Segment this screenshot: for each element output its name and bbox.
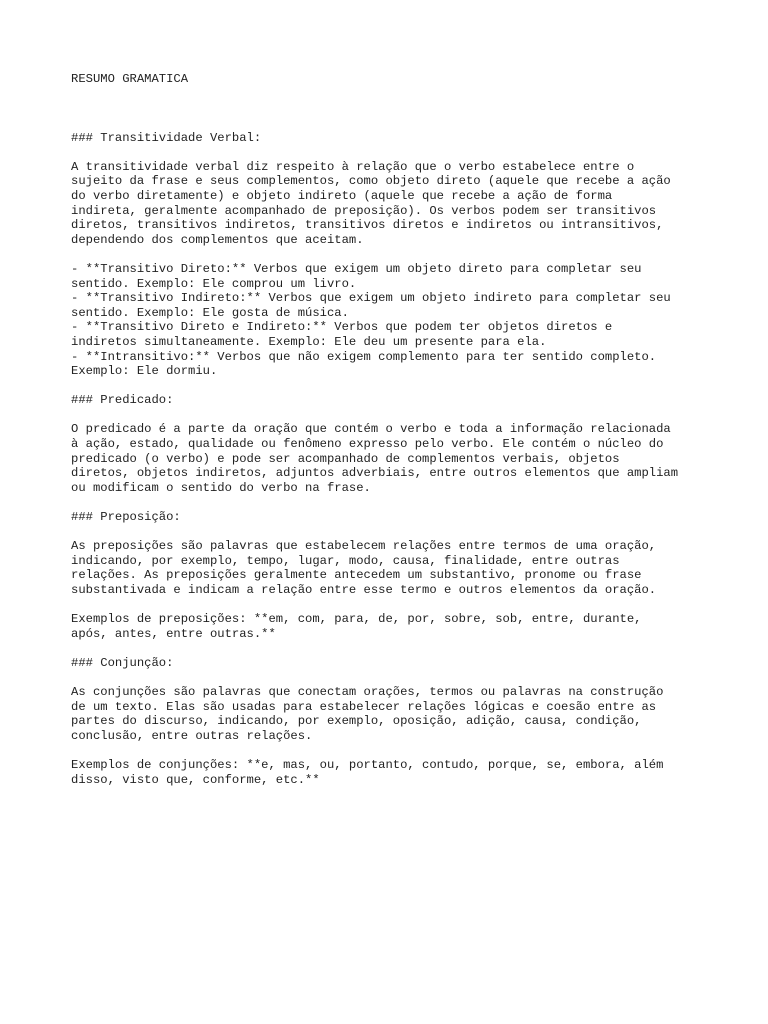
list-item: - **Intransitivo:** Verbos que não exigem complemento para ter sentido completo. [71, 349, 657, 364]
spacer [71, 641, 731, 656]
list-transitividade-types [71, 262, 731, 379]
text-line: dependendo dos complementos que aceitam. [71, 232, 364, 247]
list-item: - **Transitivo Direto:** Verbos que exigem um objeto direto para completar seu [71, 261, 642, 276]
list-item: indiretos simultaneamente. Exemplo: Ele deu um presente para ela. [71, 334, 547, 349]
spacer [71, 744, 731, 759]
text-line: à ação, estado, qualidade ou fenômeno expresso pelo verbo. Ele contém o núcleo do [71, 437, 664, 452]
list-item: - **Transitivo Indireto:** Verbos que exigem um objeto indireto para completar seu [71, 291, 671, 306]
section-heading-predicado: ### Predicado: [71, 393, 174, 408]
text-line: disso, visto que, conforme, etc.** [71, 772, 320, 787]
text-line: As conjunções são palavras que conectam orações, termos ou palavras na construção [71, 685, 664, 700]
text-line: O predicado é a parte da oração que contém o verbo e toda a informação relacionada [71, 422, 671, 437]
text-line: diretos, objetos indiretos, adjuntos adverbiais, entre outros elementos que ampliam [71, 466, 679, 481]
list-item: Exemplo: Ele dormiu. [71, 364, 218, 379]
text-line: ou modificam o sentido do verbo na frase. [71, 480, 371, 495]
text-line: sujeito da frase e seus complementos, como objeto direto (aquele que recebe a ação [71, 174, 671, 189]
section-heading-conjuncao: ### Conjunção: [71, 655, 174, 670]
document-body [71, 72, 731, 787]
text-line: indireta, geralmente acompanhado de preposição). Os verbos podem ser transitivos [71, 203, 657, 218]
text-line: de um texto. Elas são usadas para estabelecer relações lógicas e coesão entre as [71, 699, 657, 714]
paragraph-transitividade-intro [71, 160, 731, 248]
spacer [71, 408, 731, 423]
paragraph-conjuncao [71, 685, 731, 743]
text-line: substantivada e indicam a relação entre esse termo e outros elementos da oração. [71, 583, 657, 597]
document-title: RESUMO GRAMATICA [71, 72, 189, 86]
list-item: sentido. Exemplo: Ele comprou um livro. [71, 276, 357, 291]
spacer [71, 671, 731, 686]
text-line: predicado (o verbo) e pode ser acompanhado de complementos verbais, objetos [71, 451, 620, 466]
text-line: após, antes, entre outras.** [71, 626, 276, 641]
text-line: A transitividade verbal diz respeito à relação que o verbo estabelece entre o [71, 159, 635, 174]
spacer [71, 525, 731, 540]
text-line: indicando, por exemplo, tempo, lugar, modo, causa, finalidade, entre outras [71, 553, 620, 568]
text-line: Exemplos de conjunções: **e, mas, ou, portanto, contudo, porque, se, embora, além [71, 758, 664, 773]
paragraph-conjuncao-exemplos [71, 758, 731, 787]
paragraph-predicado [71, 422, 731, 495]
paragraph-preposicao [71, 539, 731, 597]
list-item: sentido. Exemplo: Ele gosta de música. [71, 305, 349, 320]
spacer [71, 247, 731, 262]
text-line: relações. As preposições geralmente antecedem um substantivo, pronome ou frase [71, 568, 642, 583]
text-line: diretos, transitivos indiretos, transitivos diretos e indiretos ou intransitivos, [71, 218, 664, 233]
spacer [71, 145, 731, 160]
list-item: - **Transitivo Direto e Indireto:** Verbos que podem ter objetos diretos e [71, 320, 613, 335]
spacer [71, 598, 731, 613]
paragraph-preposicao-exemplos [71, 612, 731, 641]
text-line: do verbo diretamente) e objeto indireto (aquele que recebe a ação de forma [71, 188, 613, 203]
spacer [71, 495, 731, 510]
text-line: As preposições são palavras que estabelecem relações entre termos de uma oração, [71, 539, 657, 554]
section-heading-transitividade: ### Transitividade Verbal: [71, 130, 262, 145]
text-line: partes do discurso, indicando, por exemplo, oposição, adição, causa, condição, [71, 714, 642, 729]
spacer [71, 379, 731, 394]
spacer [71, 87, 731, 131]
section-heading-preposicao: ### Preposição: [71, 510, 181, 525]
text-line: conclusão, entre outras relações. [71, 728, 313, 743]
text-line: Exemplos de preposições: **em, com, para, de, por, sobre, sob, entre, durante, [71, 612, 642, 627]
